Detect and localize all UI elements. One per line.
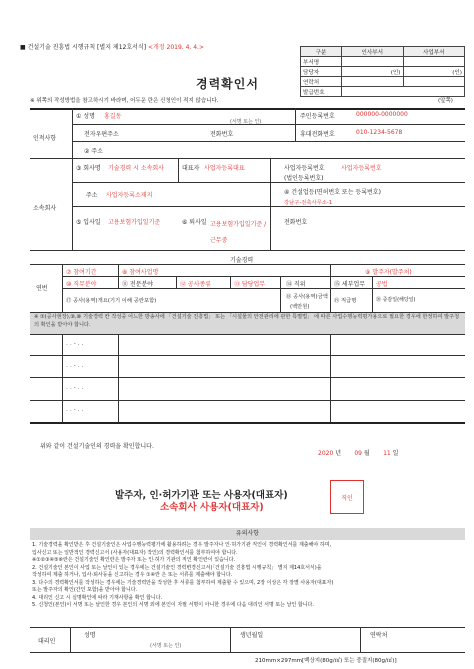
divider [118, 264, 119, 288]
note-item: 5. 신청인(본인)이 서명 또는 날인한 경우 본인의 서명 외에 본인이 자필 서명이 아니한 경우에 다음 대리인 서명 또는 날인 합니다. [32, 602, 314, 608]
company-phone-label: 전화번호 [284, 219, 308, 226]
email-label: 전자우편주소 [84, 131, 119, 138]
divider [72, 206, 465, 207]
divider [280, 276, 281, 312]
divider [72, 158, 73, 250]
note-item: 1. 기술경력을 확인받은 후 건설기술인은 사업수행능력평가에 활용하려는 경우 발주자나 인·허가기관 직인이 경력확인서를 제출해야 하며, [32, 542, 332, 548]
office-box-cell: (인) [403, 67, 465, 77]
amount-label: ⑱ 공사(용역)금액 [286, 294, 328, 300]
note-item: 또는 발주자의 확인(간인 포함)을 받아야 합니다. [32, 587, 138, 593]
company-name-label: ③ 회사명 [76, 165, 101, 172]
office-box-header: 사업부서 [403, 47, 465, 57]
table-row[interactable]: . . - . . [66, 406, 84, 413]
office-box-cell [342, 77, 404, 87]
divider [118, 334, 119, 422]
name-label: ① 성명 [76, 113, 95, 120]
office-box-label: 발급번호 [301, 87, 342, 97]
rep-value[interactable]: 사업자등록대표 [204, 165, 245, 172]
company-addr-value[interactable]: 사업자등록소재지 [106, 192, 153, 199]
participation-label: ⑦ 참여기간 [66, 269, 97, 276]
corp-number-label: (법인등록번호) [284, 175, 324, 182]
task-label: ⑬ 담당업무 [234, 281, 266, 288]
divider [360, 627, 361, 652]
office-box-label: 부서명 [301, 57, 342, 67]
recognition-label: ⑲ 직급명 [334, 298, 357, 304]
divider [72, 108, 73, 158]
divider [72, 141, 465, 142]
mobile-label: 휴대전화번호 [300, 131, 335, 138]
page-indicator: (앞쪽) [438, 98, 453, 104]
address-label: ② 주소 [84, 148, 103, 155]
phone-label: 전화번호 [210, 131, 234, 138]
divider [330, 334, 331, 422]
divider [372, 276, 373, 312]
office-box-header: 인사부서 [342, 47, 404, 57]
note-item: 4. 대리인 신고 시 실명확인에 따라 기재사항을 확인 합니다. [32, 594, 163, 601]
paper-spec-footer: 210mm×297mm[백상지(80g/㎡) 또는 중질지(80g/㎡)] [255, 658, 397, 664]
career-note-box [30, 313, 465, 334]
duty-label: ⑩ 직무분야 [66, 281, 97, 288]
divider [230, 276, 231, 288]
company-section-label: 소속회사 [33, 205, 57, 212]
divider [30, 422, 465, 424]
table-row[interactable]: . . - . . [66, 384, 84, 391]
date-year: 2020 [318, 450, 334, 457]
rrn-label: 주민등록번호 [300, 113, 335, 120]
divider [30, 334, 465, 335]
join-date-label: ⑤ 입사일 [76, 219, 101, 226]
official-seal: 직인 [330, 480, 364, 514]
divider [176, 276, 177, 288]
applicant-section-label: 인적사항 [33, 135, 57, 142]
divider [30, 652, 465, 653]
proxy-sign-hint: (서명 또는 인) [150, 643, 182, 649]
rrn-value[interactable]: 000000-0000000 [356, 111, 408, 118]
note-item: ※①②③④⑤⑥란은 건설기술인 확인란은 발주자 또는 인·허가 기관의 직인 확인란이 있습니다. [32, 557, 236, 563]
method-label: 공법 [376, 281, 388, 288]
divider [62, 288, 465, 289]
leave-date-value[interactable]: 고용보험가입일기준 / 근무중 [210, 221, 267, 244]
date-day: 11 [383, 450, 391, 457]
divider [72, 182, 465, 183]
join-date-value[interactable]: 고용보험가입일기준 [108, 219, 161, 226]
divider [30, 377, 465, 378]
divider [72, 124, 465, 125]
business-label: ⑧ 참여사업명 [122, 269, 159, 276]
company-addr-label: 주소 [86, 192, 98, 199]
proxy-label: 대리인 [38, 638, 56, 645]
signature-hint: (서명 또는 인) [230, 119, 262, 125]
mobile-value[interactable]: 010-1234-5678 [356, 129, 403, 136]
office-box-cell: (인) [342, 67, 404, 77]
office-box [300, 46, 465, 97]
worktype-label: ⑫ 공사종류 [180, 281, 212, 288]
overview-label: ⑰ 공사(용역)개요(기기 이해 공란포함) [66, 298, 157, 304]
brn-label: 사업자등록번호 [284, 165, 325, 172]
career-note: ※ ⑦(공사현장),⑨,⑩ 기술경력 칸 작성중 어느한 방송사에 「건설기술 진흥법」 또는 「시설물의 안전관리에 관한 특별법」 에 따른 사업수행능력평가용으로 필요한 경우에 한정하여 발주청의 확인을 받아야 합니다. [34, 314, 460, 328]
issuer-line-2: 소속회사 사용자(대표자) [160, 502, 264, 513]
table-row[interactable]: . . - . . [66, 362, 84, 369]
divider [270, 158, 271, 250]
company-name-value[interactable]: 기술경력 시 소속회사 [108, 165, 164, 172]
career-section-label: 기술경력 [230, 257, 254, 264]
divider [230, 627, 231, 652]
table-row[interactable]: . . - . . [66, 340, 84, 347]
divider [330, 288, 331, 312]
office-box-label: 연락처 [301, 77, 342, 87]
confirm-text: 위와 같이 건설기술인의 경력을 확인합니다. [40, 443, 154, 450]
date-month-unit: 월 [363, 450, 370, 457]
instructions-note: ※ 위쪽의 작성방법을 참고하시기 바라며, 어두운 란은 신청인이 적지 않습니다. [30, 98, 219, 104]
note-item: 2. 건설기술인 본인이 사업 또는 날인이 있는 경우에는 건설기술인 경력변경신고서(「건설기술 진흥법 시행규칙」 별지 제14호서식)을 [32, 564, 322, 571]
proxy-contact-label: 연락처 [370, 632, 388, 639]
detail-label: ⑮ 세부업무 [334, 281, 366, 288]
specialty-label: ⑪ 전문분야 [122, 281, 154, 288]
form-ref-text: ■ 건설기술 진흥법 시행규칙 [별지 제12호서식] [20, 44, 147, 51]
notes-list [32, 542, 464, 610]
notes-header-bar [30, 528, 465, 540]
rep-label: 대표자 [182, 165, 200, 172]
frame-top [30, 108, 465, 110]
amount-unit: (백만원) [290, 304, 310, 310]
date-day-unit: 일 [392, 450, 399, 457]
divider [62, 334, 63, 422]
date-year-unit: 년 [335, 450, 341, 457]
divider [30, 355, 465, 356]
client-label-text: ⑨ 발주자( [365, 269, 393, 276]
recognition-value: ⑳ 증감일(해당일) [376, 297, 416, 303]
leave-date-label: ⑥ 퇴사일 [182, 219, 207, 226]
license-label: ④ 건설업등(면허번호 또는 등록번호) [284, 189, 381, 196]
name-value[interactable]: 홍길동 [104, 113, 122, 120]
office-box-label: 담당자 [301, 67, 342, 77]
divider [30, 400, 465, 401]
revision-text: <개정 2019. 4. 4.> [147, 44, 204, 51]
form-reference [20, 45, 204, 52]
position-label: ⑭ 직위 [286, 281, 306, 288]
office-box-cell [342, 57, 404, 67]
office-box-cell [403, 57, 465, 67]
divider [30, 250, 465, 251]
divider [62, 276, 465, 277]
notes-title: 유의사항 [235, 530, 260, 537]
client-label [365, 267, 412, 276]
office-box-header: 구분 [301, 47, 342, 57]
client-suffix-text: 발주처) [392, 269, 412, 276]
date-month: 09 [354, 450, 362, 457]
page-title: 경력확인서 [196, 77, 259, 91]
office-box-cell [403, 77, 465, 87]
divider [30, 627, 465, 628]
note-item: 작성하여 제출 하거나, 입사·퇴사등을 신고하는 경우 ①④란 은 또는 서류를 제출해야 합니다. [32, 572, 233, 578]
license-value[interactable]: 강남구-전축사무소-1 [284, 200, 333, 206]
divider [178, 158, 179, 182]
proxy-name-label: 성명 [84, 632, 96, 639]
brn-value[interactable]: 사업자등록번호 [341, 165, 382, 172]
issuer-line-1: 발주자, 인·허가기관 또는 사용자(대표자) [115, 490, 288, 501]
note-item: 3. 다수의 경력확인서를 작성하는 경우에는 기술경력만을 작성한 후 서류를 첨부하여 제출할 수 있으며, 2장 이상은 각 장별 사용자(대표자) [32, 579, 334, 586]
divider [295, 108, 296, 141]
divider [30, 264, 465, 265]
divider [70, 627, 71, 652]
issue-date [318, 448, 398, 457]
office-box-cell [342, 87, 465, 97]
serial-label: 연번 [36, 285, 48, 292]
divider [30, 158, 465, 159]
proxy-birth-label: 생년월일 [240, 632, 264, 639]
note-item: 입사신고 또는 일반적인 경력신고서 (사용자(대표자) 작인)의 경력확인서를 첨부하여야 합니다. [32, 549, 238, 556]
